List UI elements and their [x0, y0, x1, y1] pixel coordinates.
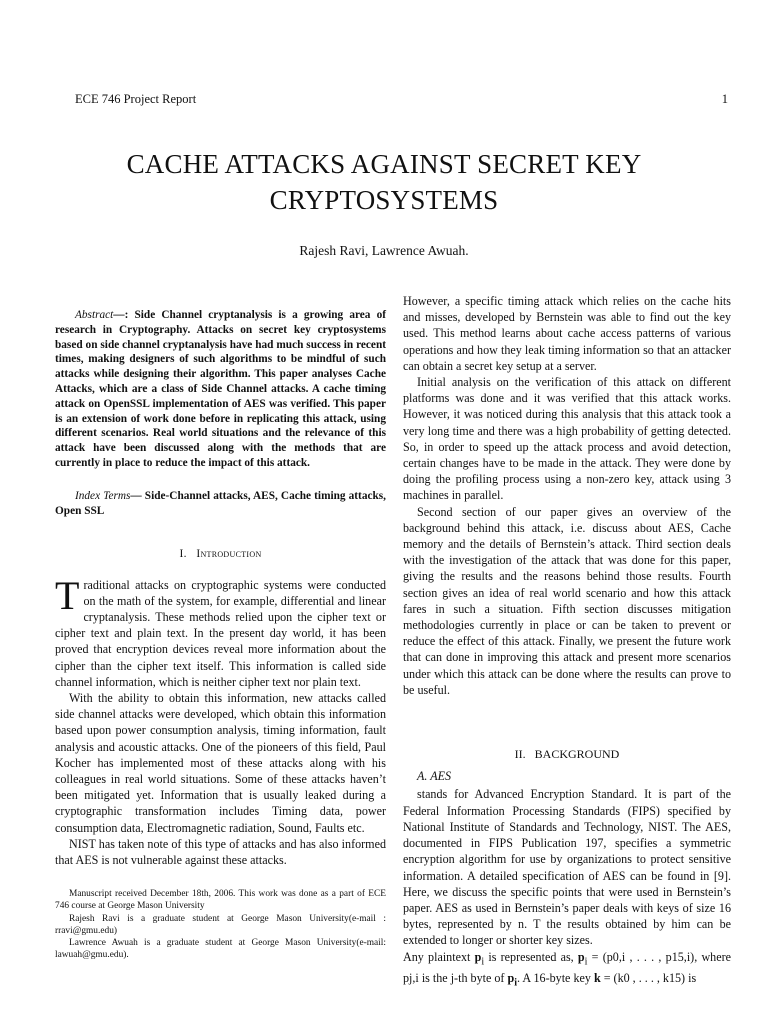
aes-paragraph: stands for Advanced Encryption Standard. It is part of the Federal Information Processing Standards (FIPS) specified by National Institute of Standards and Technology, NIST. The AES, documented in FIPS Publication 197, specifies a symmetric encryption algorithm for use by organizations to protect sensitive information. A detailed specification of AES can be found in [9]. Here, we discuss the specific points that were used in Bernstein’s paper. AES as used in Bernstein’s paper deals with keys of size 16 bytes, represented by n. T the results obtained by him can be extended to longer or shorter key sizes.	[403, 787, 731, 948]
abstract-text: Side Channel cryptanalysis is a growing area of research in Cryptography. Attacks on secret key cryptosystems based on side channel cryptanalysis have had much success in recent times, making designers of such algorithms to be mindful of such attacks while designing their algorithm. This paper analyses Cache Attacks, which are a class of Side Channel attacks. A cache timing attack on OpenSSL implementation of AES was verified. This paper is an extension of work done before in replicating this attack, using different scenarios. Real world situations and the relevance of this attack have been discussed along with the methods that are currently in place to reduce the impact of this attack.	[55, 309, 386, 469]
right-paragraph-1: However, a specific timing attack which relies on the cache hits and misses, developed by Bernstein was able to find out the key used. This method learns about cache access patterns of various operations and how they leak timing information so that an attacker can obtain a secret key setup at a server.	[403, 294, 731, 373]
index-terms-dash: —	[130, 489, 142, 502]
drop-cap: T	[55, 572, 80, 618]
section-heading-introduction	[55, 546, 386, 562]
abstract-label: Abstract	[75, 309, 114, 321]
section-numeral: II.	[514, 747, 526, 762]
right-paragraph-3: Second section of our paper gives an overview of the background behind this attack, i.e. discuss about AES, Cache memory and the details of Bernstein’s attack. Third section deals with the investigation of the attack that was done for this paper, giving the results and the reasons behind those results. Fourth section gives an idea of real world scenario and how this attack fares in such a situation. Fifth section discusses mitigation methodologies currently in place or can be taken to prevent or reduce the effect of this attack. Finally, we present the future work that can done in improving this attack and present more scenarios under which this attack can be done where the results can prove to be useful.	[403, 504, 731, 697]
footnote-3: Lawrence Awuah is a graduate student at George Mason University(e-mail: lawuah@gmu.edu).	[55, 938, 386, 961]
paper-title	[40, 146, 728, 218]
intro-paragraph-1-text: raditional attacks on cryptographic systems were conducted on the math of the system, for example, differential and linear cryptanalysis. These methods relied upon the cipher text or cipher text and plain text. In the present day world, it has been proved that encryption devices reveal more information about the cipher than the cipher text itself. This information is called side channel information, which is neither cipher text nor plain text.	[55, 577, 386, 689]
authors: Rajesh Ravi, Lawrence Awuah.	[299, 243, 469, 258]
left-column	[55, 293, 386, 961]
subsection-heading-aes: A. AES	[417, 769, 452, 784]
abstract-dash: —:	[113, 309, 129, 321]
footnote-2: Rajesh Ravi is a graduate student at George Mason University(e-mail : rravi@gmu.edu)	[55, 913, 386, 936]
footnotes	[55, 888, 386, 961]
aes-formula-paragraph: Any plaintext $p_i$ is represented as, $p_i = (p0,i$ , . . . , p15,i), where pj,i is the j-th byte of $p_i$. A 16-byte key k = (k0 , . . . , k15) is	[403, 949, 731, 989]
right-column	[403, 293, 731, 992]
index-terms-text: Side-Channel attacks, AES, Cache timing attacks, Open SSL	[55, 489, 386, 517]
page-number: 1	[721, 92, 728, 106]
title-line-1: CACHE ATTACKS AGAINST SECRET KEY	[126, 149, 642, 179]
section-title: Introduction	[196, 548, 262, 561]
section-title: BACKGROUND	[534, 747, 620, 762]
intro-paragraph-2: With the ability to obtain this information, new attacks called side channel attacks were developed, which obtain this information based upon power consumption analysis, timing information, fault analysis and acoustic attacks. One of the pioneers of this field, Paul Kocher has implemented most of these attacks along with his colleagues in real world situations. Some of these attacks haven’t been mitigated yet. Information that is usually leaked during a cryptographic transformation includes Timing data, power consumption data, Electromagnetic radiation, Sound, Faults etc.	[55, 690, 386, 835]
footnote-1: Manuscript received December 18th, 2006. This work was done as a part of ECE 746 course at George Mason University	[55, 889, 386, 912]
abstract	[55, 308, 386, 471]
title-line-2: CRYPTOSYSTEMS	[269, 185, 499, 215]
section-numeral: I.	[179, 548, 187, 561]
section-heading-background	[403, 746, 731, 762]
intro-paragraph-1	[55, 572, 386, 690]
intro-paragraph-3: NIST has taken note of this type of attacks and has also informed that AES is not vulnerable against these attacks.	[55, 836, 386, 868]
right-paragraph-2: Initial analysis on the verification of this attack on different platforms was done and it was verified that this attack works. However, it was noticed during this analysis that this attack took a very long time and there was a high probability of getting detected. So, in order to speed up the attack process and avoid detection, certain changes have to be made in the attack. They were done by doing the profiling process using a non-zero key, attack using 3 machines in parallel.	[403, 375, 731, 503]
running-header: ECE 746 Project Report	[75, 92, 197, 106]
index-terms	[55, 489, 386, 519]
index-terms-label: Index Terms	[75, 489, 131, 502]
